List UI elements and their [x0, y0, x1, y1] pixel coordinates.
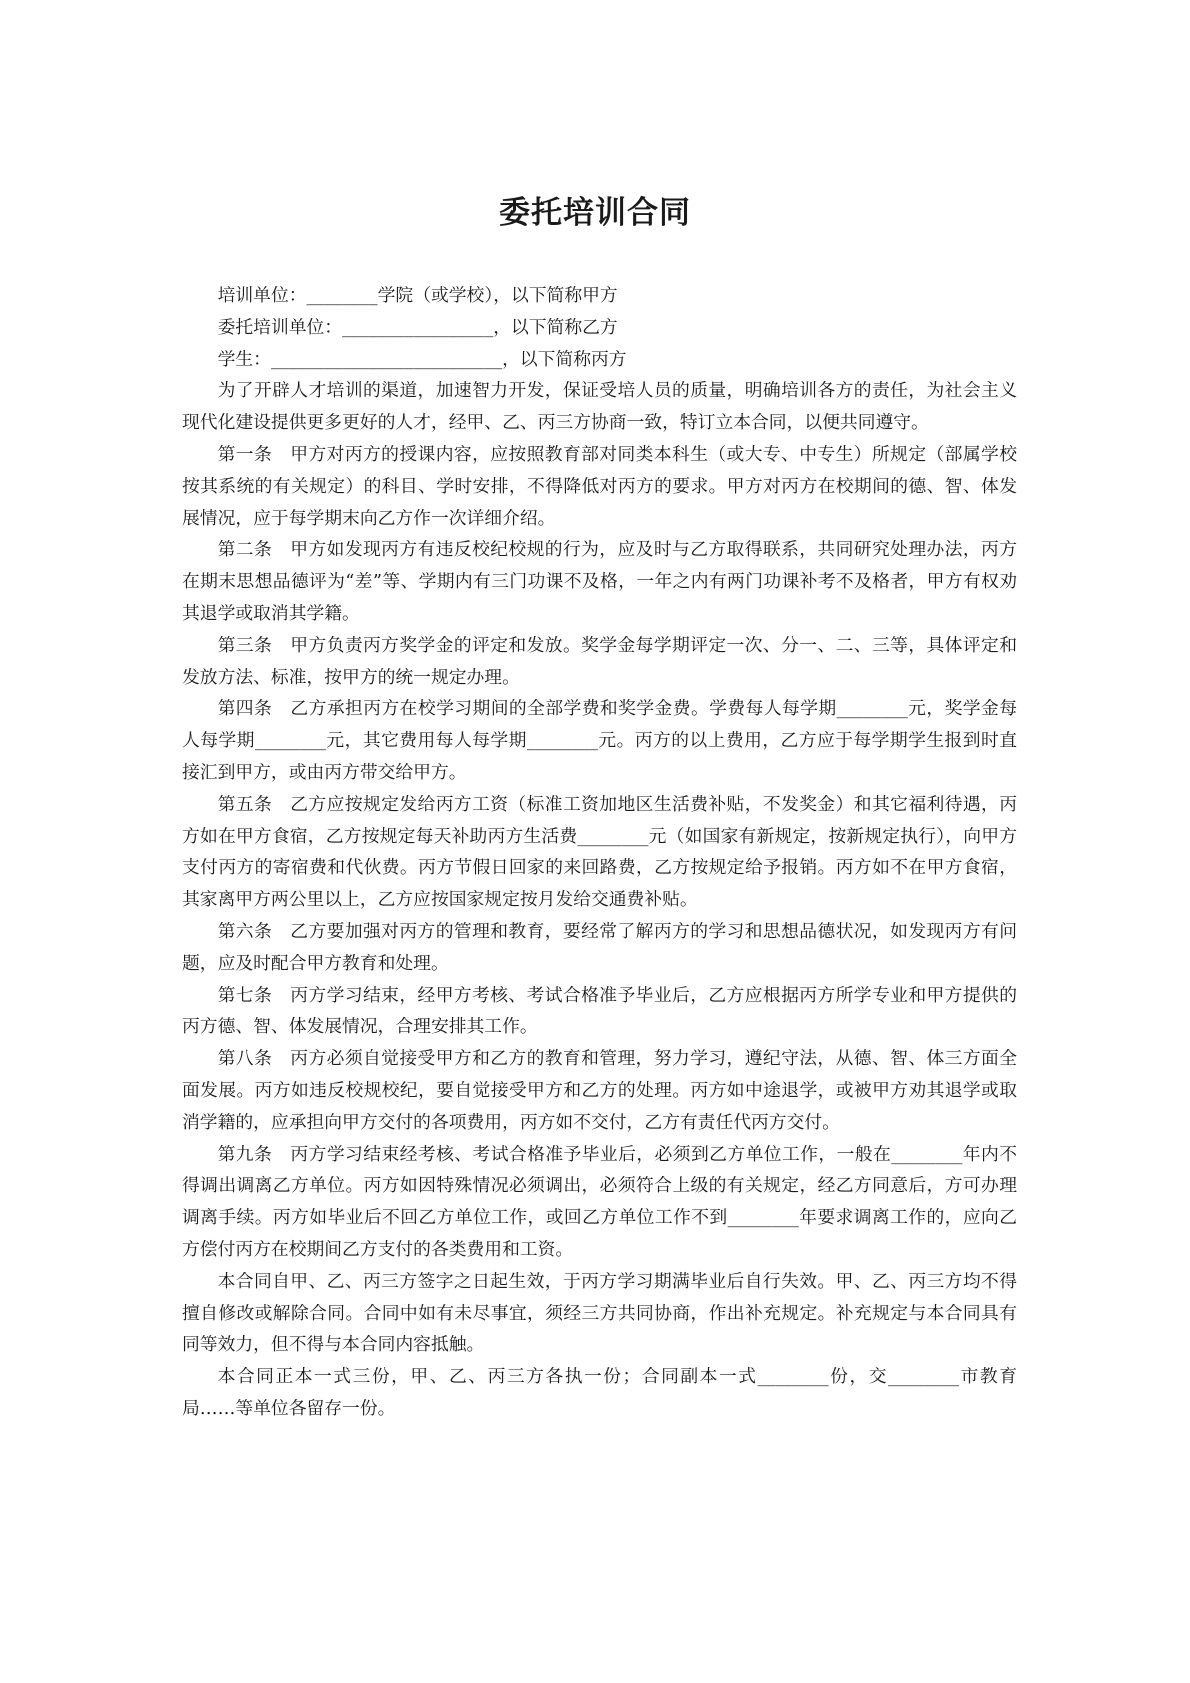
paragraph-article-2: 第二条 甲方如发现丙方有违反校纪校规的行为，应及时与乙方取得联系，共同研究处理办法，丙方在期末思想品德评为“差”等、学期内有三门功课不及格，一年之内有两门功课补考不及格者，甲方有权劝其退学或取消其学籍。 — [182, 539, 1017, 624]
header-line-entrusting-unit: 委托培训单位：_________________，以下简称乙方 — [217, 316, 618, 338]
paragraph-article-7: 第七条 丙方学习结束，经甲方考核、考试合格准予毕业后，乙方应根据丙方所学专业和甲方提供的丙方德、智、体发展情况，合理安排其工作。 — [182, 984, 1017, 1038]
document-title: 委托培训合同 — [499, 195, 691, 231]
paragraph-article-6: 第六条 乙方要加强对丙方的管理和教育，要经常了解丙方的学习和思想品德状况，如发现丙方有问题，应及时配合甲方教育和处理。 — [182, 920, 1017, 974]
paragraph-article-3: 第三条 甲方负责丙方奖学金的评定和发放。奖学金每学期评定一次、分一、二、三等，具体评定和发放方法、标准，按甲方的统一规定办理。 — [182, 634, 1017, 688]
header-line-student: 学生：__________________________，以下简称丙方 — [217, 348, 627, 370]
paragraph-article-4: 第四条 乙方承担丙方在校学习期间的全部学费和奖学金费。学费每人每学期________元，奖学金每人每学期________元，其它费用每人每学期________元。丙方的以上费用，乙方应于每学期学生报到时直接汇到甲方，或由丙方带交给甲方。 — [182, 698, 1017, 783]
header-line-training-unit: 培训单位：________学院（或学校），以下简称甲方 — [217, 285, 618, 306]
paragraph-article-8: 第八条 丙方必须自觉接受甲方和乙方的教育和管理，努力学习，遵纪守法，从德、智、体三方面全面发展。丙方如违反校规校纪，要自觉接受甲方和乙方的处理。丙方如中途退学，或被甲方劝其退学或取消学籍的，应承担向甲方交付的各项费用，丙方如不交付，乙方有责任代丙方交付。 — [182, 1048, 1017, 1133]
paragraph-article-5: 第五条 乙方应按规定发给丙方工资（标准工资加地区生活费补贴，不发奖金）和其它福利待遇，丙方如在甲方食宿，乙方按规定每天补助丙方生活费________元（如国家有新规定，按新规定执行），向甲方支付丙方的寄宿费和代伙费。丙方节假日回家的来回路费，乙方按规定给予报销。丙方如不在甲方食宿，其家离甲方两公里以上，乙方应按国家规定按月发给交通费补贴。 — [182, 793, 1017, 911]
paragraph-effectiveness: 本合同自甲、乙、丙三方签字之日起生效，于丙方学习期满毕业后自行失效。甲、乙、丙三方均不得擅自修改或解除合同。合同中如有未尽事宜，须经三方共同协商，作出补充规定。补充规定与本合同具有同等效力，但不得与本合同内容抵触。 — [182, 1270, 1017, 1356]
paragraph-preamble: 为了开辟人才培训的渠道，加速智力开发，保证受培人员的质量，明确培训各方的责任，为社会主义现代化建设提供更多更好的人才，经甲、乙、丙三方协商一致，特订立本合同，以便共同遵守。 — [182, 380, 1017, 434]
document-body — [182, 280, 1017, 1425]
paragraph-article-9: 第九条 丙方学习结束经考核、考试合格准予毕业后，必须到乙方单位工作，一般在________年内不得调出调离乙方单位。丙方如因特殊情况必须调出，必须符合上级的有关规定，经乙方同意后，方可办理调离手续。丙方如毕业后不回乙方单位工作，或回乙方单位工作不到________年要求调离工作的，应向乙方偿付丙方在校期间乙方支付的各类费用和工资。 — [182, 1143, 1017, 1260]
paragraph-copies: 本合同正本一式三份，甲、乙、丙三方各执一份；合同副本一式________份，交________市教育局……等单位各留存一份。 — [182, 1366, 1017, 1419]
paragraph-article-1: 第一条 甲方对丙方的授课内容，应按照教育部对同类本科生（或大专、中专生）所规定（部属学校按其系统的有关规定）的科目、学时安排，不得降低对丙方的要求。甲方对丙方在校期间的德、智、体发展情况，应于每学期末向乙方作一次详细介绍。 — [182, 443, 1017, 529]
